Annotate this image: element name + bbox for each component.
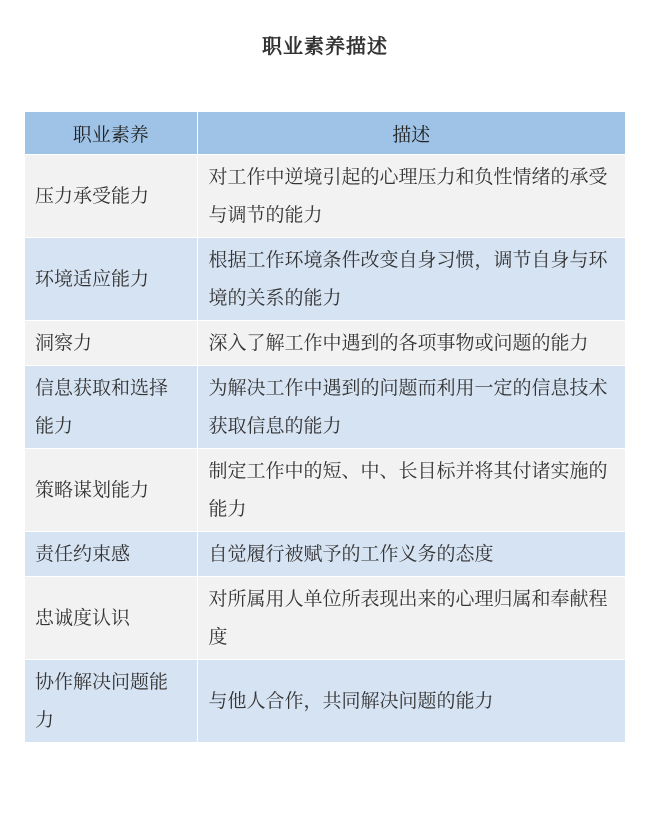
trait-cell: 协作解决问题能力 bbox=[25, 660, 197, 743]
description-cell: 对工作中逆境引起的心理压力和负性情绪的承受与调节的能力 bbox=[197, 155, 625, 238]
description-cell: 深入了解工作中遇到的各项事物或问题的能力 bbox=[197, 321, 625, 366]
trait-cell: 压力承受能力 bbox=[25, 155, 197, 238]
table-row bbox=[25, 532, 625, 577]
trait-cell: 环境适应能力 bbox=[25, 238, 197, 321]
trait-cell: 策略谋划能力 bbox=[25, 449, 197, 532]
table-row bbox=[25, 660, 625, 743]
trait-cell: 责任约束感 bbox=[25, 532, 197, 577]
description-cell: 与他人合作，共同解决问题的能力 bbox=[197, 660, 625, 743]
table-row bbox=[25, 155, 625, 238]
table-row bbox=[25, 577, 625, 660]
column-header-trait: 职业素养 bbox=[25, 112, 197, 155]
description-cell: 为解决工作中遇到的问题而利用一定的信息技术获取信息的能力 bbox=[197, 366, 625, 449]
professional-qualities-table bbox=[25, 112, 625, 742]
page-title: 职业素养描述 bbox=[262, 34, 388, 58]
table-row bbox=[25, 238, 625, 321]
table-row bbox=[25, 366, 625, 449]
description-cell: 根据工作环境条件改变自身习惯，调节自身与环境的关系的能力 bbox=[197, 238, 625, 321]
table-header-row bbox=[25, 112, 625, 155]
trait-cell: 信息获取和选择能力 bbox=[25, 366, 197, 449]
column-header-description: 描述 bbox=[197, 112, 625, 155]
trait-cell: 忠诚度认识 bbox=[25, 577, 197, 660]
description-cell: 制定工作中的短、中、长目标并将其付诸实施的能力 bbox=[197, 449, 625, 532]
table-row bbox=[25, 449, 625, 532]
trait-cell: 洞察力 bbox=[25, 321, 197, 366]
description-cell: 对所属用人单位所表现出来的心理归属和奉献程度 bbox=[197, 577, 625, 660]
description-cell: 自觉履行被赋予的工作义务的态度 bbox=[197, 532, 625, 577]
table-row bbox=[25, 321, 625, 366]
